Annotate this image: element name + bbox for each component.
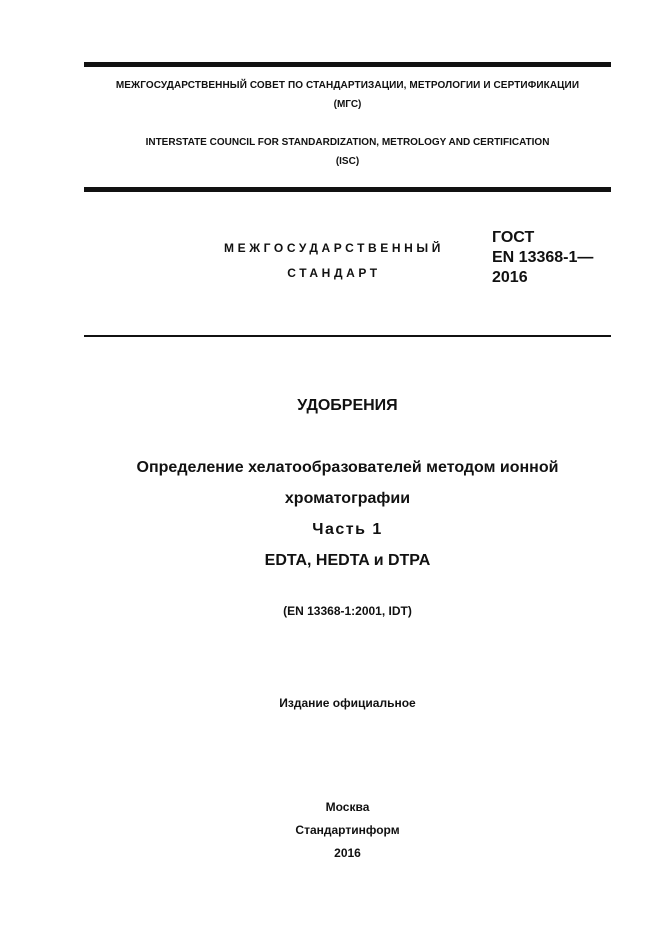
standard-type-label: МЕЖГОСУДАРСТВЕННЫЙ: [224, 241, 444, 255]
imprint-year: 2016: [334, 846, 361, 860]
header-bottom-thick-rule: [84, 187, 611, 192]
document-part-subtitle: EDTA, HEDTA и DTPA: [264, 552, 431, 569]
document-subtitle: Определение хелатообразователей методом ионной: [136, 459, 559, 476]
standard-type-label-line2: СТАНДАРТ: [287, 266, 381, 280]
edition-note: Издание официальное: [279, 696, 416, 710]
gost-code-prefix: ГОСТ: [492, 229, 535, 246]
council-abbr-ru: (МГС): [333, 99, 362, 110]
document-part: Часть 1: [312, 521, 383, 538]
council-name-ru: МЕЖГОСУДАРСТВЕННЫЙ СОВЕТ ПО СТАНДАРТИЗАЦИИ, МЕТРОЛОГИИ И СЕРТИФИКАЦИИ: [115, 80, 580, 91]
council-name-en: INTERSTATE COUNCIL FOR STANDARDIZATION, METROLOGY AND CERTIFICATION: [145, 137, 550, 148]
document-title: УДОБРЕНИЯ: [297, 397, 398, 414]
gost-code-year: 2016: [492, 269, 528, 286]
document-subtitle-line2: хроматографии: [284, 490, 411, 507]
imprint-publisher: Стандартинформ: [295, 823, 400, 837]
gost-code-number: EN 13368-1—: [492, 249, 594, 266]
top-thick-rule: [84, 62, 611, 67]
council-abbr-en: (ISC): [335, 156, 360, 167]
standard-divider-rule: [84, 335, 611, 337]
standard-equivalence: (EN 13368-1:2001, IDT): [283, 604, 412, 618]
imprint-city: Москва: [325, 800, 370, 814]
